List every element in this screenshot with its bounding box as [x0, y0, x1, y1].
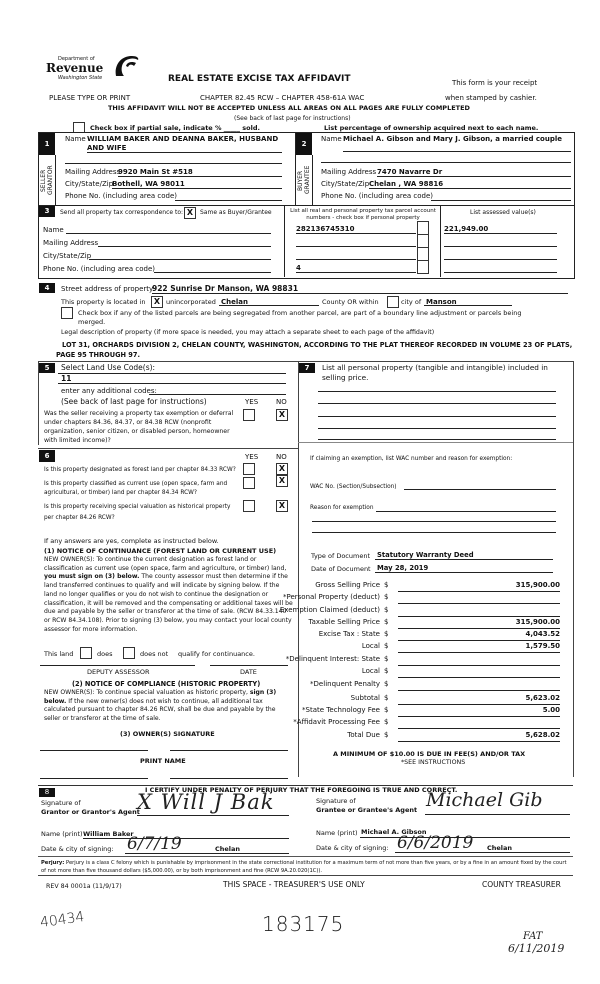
amount-label: Total Due [347, 731, 380, 739]
section6-yes-header: YES [245, 453, 259, 461]
doc-type-label: Type of Document [311, 552, 371, 560]
partial-sale-label: Check box if partial sale, indicate % _____ sold. [90, 124, 260, 132]
assessed-header: List assessed value(s) [470, 209, 536, 216]
currency-symbol: $ [384, 680, 389, 688]
seller-mailing-value[interactable]: 9920 Main St #518 [118, 168, 193, 176]
seller-mailing-underline [118, 176, 282, 177]
amount-row [300, 630, 570, 641]
forest-land-yes-checkbox[interactable] [243, 463, 255, 475]
exemption-no-checkbox[interactable]: X [276, 409, 288, 421]
grantor-sig-label2: Grantor or Grantor's Agent [41, 808, 140, 816]
county-underline [219, 305, 319, 306]
handwritten-initials: FAT [523, 931, 543, 942]
same-as-buyer-label: Same as Buyer/Grantee [200, 209, 272, 216]
does-qualify-checkbox[interactable] [80, 647, 92, 659]
amount-row [279, 606, 570, 617]
buyer-phone-field[interactable] [431, 200, 571, 201]
city-underline [424, 305, 512, 306]
forest-land-no-checkbox[interactable]: X [276, 463, 288, 475]
amount-value[interactable] [398, 606, 560, 617]
notice2-text-a: NEW OWNER(S): To continue special valuation as historic property, [44, 689, 248, 696]
logo-dept-text: Department of [58, 56, 95, 62]
wac-field[interactable] [404, 489, 556, 490]
county-or-label: County OR within [322, 298, 379, 306]
amount-label: *Personal Property (deduct) [282, 593, 380, 601]
see-back-note: (See back of last page for instructions) [234, 115, 351, 122]
currency-symbol: $ [384, 667, 389, 675]
doc-date-underline [375, 572, 553, 573]
amount-label: *Delinquent Penalty [310, 680, 380, 688]
minimum-due-note: A MINIMUM OF $10.00 IS DUE IN FEE(S) AND/OR TAX [333, 750, 526, 758]
section1-number: 1 [39, 133, 55, 155]
additional-codes-field[interactable] [149, 394, 286, 395]
grantee-date-city-underline [395, 852, 570, 853]
section3-number: 3 [39, 206, 55, 217]
personal-property-line[interactable] [318, 403, 556, 404]
seller-city-label: City/State/Zip [65, 180, 114, 188]
receipt-line2: when stamped by cashier. [445, 94, 537, 102]
buyer-mailing-label: Mailing Address [321, 168, 377, 176]
amount-label: Taxable Selling Price [308, 618, 380, 626]
seller-phone-field[interactable] [175, 200, 282, 201]
print-name-label: PRINT NAME [140, 757, 186, 765]
reason-field[interactable] [376, 511, 556, 512]
located-in-label: This property is located in [61, 298, 146, 306]
section2-side-label-grantee: GRANTEE [304, 165, 311, 195]
amount-value[interactable]: 1,579.50 [398, 642, 560, 653]
seller-name-line1[interactable]: WILLIAM BAKER AND DEANNA BAKER, HUSBAND [87, 135, 279, 143]
grantor-signature-line [137, 815, 289, 816]
this-land-label: This land [44, 650, 74, 658]
personal-property-line[interactable] [318, 391, 556, 392]
historic-property-question: Is this property receiving special valuation as historical property per chapter 84.26 RCW? [44, 504, 231, 521]
assessor-date-line[interactable] [210, 665, 288, 666]
grantee-sig-label1: Signature of [316, 797, 356, 805]
amount-value[interactable]: 315,900.00 [398, 618, 560, 629]
grantor-signature[interactable]: X Will J Bak [137, 790, 275, 814]
does-label: does [97, 650, 113, 658]
logo-revenue-text: Revenue [46, 61, 104, 75]
land-use-label-underline [58, 373, 286, 374]
section3-top-border [38, 205, 574, 206]
section5-no-header: NO [276, 398, 287, 406]
parcel-underline [296, 233, 416, 234]
personal-property-checkbox[interactable] [417, 234, 429, 248]
grantee-name-label: Name (print) [316, 829, 358, 837]
segregated-checkbox[interactable] [61, 307, 73, 319]
amount-label: Subtotal [350, 694, 380, 702]
amount-label: Local [361, 642, 380, 650]
amount-row [300, 642, 570, 653]
buyer-name-underline [343, 151, 571, 152]
legal-description-value[interactable]: LOT 31, ORCHARDS DIVISION 2, CHELAN COUNTY, WASHINGTON, ACCORDING TO THE PLAT THEREOF RECORDED IN VOLUME 23 OF PLATS, PAGE 95 THROUGH 97. [56, 341, 573, 359]
buyer-name-underline2 [321, 162, 571, 163]
lower-box-top [38, 361, 573, 362]
print-name-line-1[interactable] [40, 778, 148, 779]
personal-property-checkbox[interactable] [417, 221, 429, 235]
personal-property-title: List all personal property (tangible and intangible) included in selling price. [322, 363, 548, 382]
does-not-label: does not [140, 650, 169, 658]
buyer-phone-label: Phone No. (including area code) [321, 192, 434, 200]
parcel-column-divider [284, 206, 285, 277]
buyer-city-value[interactable]: Chelan , WA 98816 [369, 180, 444, 188]
grantee-signature-line [425, 814, 570, 815]
handwritten-stamp-date: 6/11/2019 [508, 942, 565, 955]
currency-symbol: $ [384, 581, 389, 589]
ownership-note: List percentage of ownership acquired next to each name. [324, 124, 539, 132]
parcel-number[interactable]: 282136745310 [296, 225, 355, 233]
amount-value[interactable] [398, 680, 560, 691]
amount-row [300, 694, 570, 705]
personal-property-line[interactable] [318, 416, 556, 417]
currency-symbol: $ [384, 618, 389, 626]
logo-state-text: Washington State [58, 75, 103, 81]
amount-value[interactable]: 315,900.00 [398, 581, 560, 592]
does-not-qualify-checkbox[interactable] [123, 647, 135, 659]
grantee-date-city-label: Date & city of signing: [316, 844, 389, 852]
buyer-mailing-value[interactable]: 7470 Navarre Dr [377, 168, 443, 176]
amount-row [282, 593, 570, 604]
section4-number: 4 [39, 283, 55, 293]
amount-row [300, 731, 570, 742]
qualify-label: qualify for continuance. [178, 650, 255, 658]
section5-number: 5 [39, 363, 55, 373]
currency-symbol: $ [384, 606, 389, 614]
personal-property-line[interactable] [318, 428, 556, 429]
amount-value[interactable]: 4,043.52 [398, 630, 560, 641]
seller-city-underline [112, 188, 282, 189]
section5-see-back: (See back of last page for instructions) [61, 397, 207, 406]
seller-mailing-label: Mailing Address [65, 168, 121, 176]
legal-description-label: Legal description of property (if more space is needed, you may attach a separate sheet to each page of the affidavit) [61, 329, 435, 336]
parcel-underline [296, 272, 416, 273]
amount-row [300, 667, 570, 678]
notice2-title: (2) NOTICE OF COMPLIANCE (HISTORIC PROPERTY) [72, 680, 261, 688]
parcel-header: List all real and personal property tax parcel account numbers - check box if personal property [290, 208, 436, 221]
amount-value[interactable]: 5.00 [398, 706, 560, 717]
reason-field-line2[interactable] [312, 521, 556, 522]
currency-symbol: $ [384, 694, 389, 702]
form-id: REV 84 0001a (11/9/17) [46, 883, 122, 890]
county-value[interactable]: Chelan [221, 298, 248, 306]
seller-name-underline [87, 152, 282, 153]
currency-symbol: $ [384, 731, 389, 739]
lower-box-left [38, 361, 39, 445]
additional-codes-label: enter any additional codes: [61, 387, 157, 395]
section1-side-label-seller: SELLER [40, 169, 47, 193]
grantee-signature[interactable]: Michael Gib [426, 789, 543, 811]
wac-label: WAC No. (Section/Subsection) [310, 484, 397, 490]
grantor-city-value[interactable]: Chelan [215, 845, 241, 853]
assessor-date-label: DATE [240, 668, 257, 676]
seller-phone-label: Phone No. (including area code) [65, 192, 178, 200]
section3-city-label: City/State/Zip [43, 252, 92, 260]
amount-value[interactable] [398, 667, 560, 678]
section7-divider [298, 442, 573, 443]
street-address-underline [152, 293, 568, 294]
amount-row [285, 655, 570, 666]
assessed-underline [444, 259, 557, 260]
reason-label: Reason for exemption [310, 505, 374, 511]
dor-swirl-logo-icon [112, 54, 140, 78]
forest-land-question: Is this property designated as forest land per chapter 84.33 RCW? [44, 467, 236, 473]
section3-phone-label: Phone No. (including area code) [43, 265, 156, 273]
perjury-certification: I CERTIFY UNDER PENALTY OF PERJURY THAT THE FOREGOING IS TRUE AND CORRECT. [145, 786, 458, 794]
correspondence-mailing-field[interactable] [98, 246, 271, 247]
land-use-label: Select Land Use Code(s): [61, 363, 156, 372]
correspondence-name-field[interactable] [66, 233, 271, 234]
amount-row [300, 706, 570, 717]
amount-label: *Affidavit Processing Fee [293, 718, 380, 726]
historic-property-yes-checkbox[interactable] [243, 500, 255, 512]
seller-city-value[interactable]: Bothell, WA 98011 [112, 180, 185, 188]
city-value[interactable]: Manson [426, 298, 457, 306]
currency-symbol: $ [384, 718, 389, 726]
deputy-assessor-signature-line[interactable] [40, 665, 195, 666]
parcel-number[interactable]: 4 [296, 264, 301, 272]
notice1-text-a: NEW OWNER(S): To continue the current designation as forest land or classification as current use (open space, farm and agriculture, or timber) land, [44, 556, 287, 572]
amount-label: Exemption Claimed (deduct) [279, 606, 380, 614]
grantor-name-value[interactable]: William Baker [83, 830, 134, 838]
owner-signature-line-1[interactable] [40, 750, 148, 751]
notice2-body [44, 689, 294, 723]
buyer-city-underline [369, 188, 571, 189]
notice2-text-b: If the new owner(s) does not wish to continue, all additional tax calculated pursuant to chapter 84.26 RCW, shall be due and payable by the seller or transferor at the time of sale. [44, 697, 276, 722]
street-address-label: Street address of property: [61, 285, 156, 293]
amount-value[interactable]: 5,623.02 [398, 694, 560, 705]
amount-row [300, 581, 570, 592]
buyer-city-label: City/State/Zip [321, 180, 370, 188]
grantee-name-value[interactable]: Michael A. Gibson [361, 828, 427, 836]
currency-symbol: $ [384, 642, 389, 650]
section3-name-label: Name [43, 226, 64, 234]
notice1-text-b: The county assessor must then determine if the land transferred continues to qualify and will indicate by signing below. If the land no longer qualifies or you do not wish to continue the designation or classification, it will be removed and the compensating or additional taxes will be due and payable by the seller or transferor at the time of sale. (RCW 84.33.140 or RCW 84.34.108). Prior to signing (3) below, you may contact your local county assessor for more information. [44, 573, 293, 633]
assessed-underline [444, 246, 557, 247]
city-of-label: city of [401, 298, 422, 306]
grantee-city-value[interactable]: Chelan [487, 844, 513, 852]
grantor-date-city-underline [125, 853, 289, 854]
amount-value[interactable] [398, 718, 560, 729]
perjury-notice-bold: Perjury: [41, 860, 65, 866]
current-use-no-checkbox[interactable]: X [276, 475, 288, 487]
personal-property-checkbox[interactable] [417, 247, 429, 261]
section7-number: 7 [299, 363, 315, 373]
exemption-yes-checkbox[interactable] [243, 409, 255, 421]
section8-number: 8 [39, 788, 55, 797]
if-yes-instruction: If any answers are yes, complete as instructed below. [44, 537, 219, 545]
doc-date-value[interactable]: May 28, 2019 [377, 564, 429, 572]
buyer-mailing-underline [377, 176, 571, 177]
section2-name-label: Name [321, 135, 342, 143]
amount-value[interactable] [398, 655, 560, 666]
notice1-body [44, 556, 294, 634]
grantee-sig-label2: Grantee or Grantee's Agent [316, 806, 418, 814]
assessed-underline [444, 233, 557, 234]
treasurer-use-label: THIS SPACE - TREASURER'S USE ONLY [223, 880, 365, 889]
currency-symbol: $ [384, 706, 389, 714]
grantor-name-underline [83, 838, 289, 839]
amount-label: *State Technology Fee [302, 706, 380, 714]
doc-type-underline [375, 559, 553, 560]
chapter-text: CHAPTER 82.45 RCW – CHAPTER 458-61A WAC [200, 94, 365, 102]
notice1-title: (1) NOTICE OF CONTINUANCE (FOREST LAND OR CURRENT USE) [44, 547, 277, 555]
county-treasurer-label: COUNTY TREASURER [482, 880, 561, 889]
lower-box-right [573, 361, 574, 777]
amount-label: *Delinquent Interest: State [285, 655, 380, 663]
lower-box-divider [298, 361, 299, 777]
handwritten-receipt-number: 183175 [262, 912, 345, 936]
amount-row [300, 618, 570, 629]
exemption-claim-label: If claiming an exemption, list WAC number and reason for exemption: [310, 456, 513, 462]
personal-property-checkbox[interactable] [417, 260, 429, 274]
parcel-underline [296, 246, 416, 247]
dor-logo [46, 56, 146, 84]
deputy-assessor-label: DEPUTY ASSESSOR [87, 668, 150, 676]
assessed-underline [444, 272, 557, 273]
grantor-name-label: Name (print) [41, 830, 83, 838]
seller-name-line2[interactable]: AND WIFE [87, 144, 127, 152]
amount-label: Local [361, 667, 380, 675]
notice1-text-bold: you must sign on (3) below. [44, 573, 140, 581]
section1-side-label-grantor: GRANTOR [47, 165, 54, 195]
amount-label: Gross Selling Price [315, 581, 380, 589]
unincorporated-label: unincorporated [166, 298, 216, 306]
doc-type-value[interactable]: Statutory Warranty Deed [377, 551, 474, 559]
amount-value[interactable]: 5,628.02 [398, 731, 560, 742]
amount-row [300, 680, 570, 691]
assessed-column-divider [440, 206, 441, 277]
please-type: PLEASE TYPE OR PRINT [49, 94, 131, 102]
section6-no-header: NO [276, 453, 287, 461]
grantor-date-value[interactable]: 6/7/19 [127, 834, 182, 854]
section6-number: 6 [39, 450, 55, 462]
handwritten-recording-number: 40434 [39, 908, 86, 932]
footer-top-border [38, 875, 573, 876]
send-correspondence-label: Send all property tax correspondence to: [60, 209, 184, 216]
street-address-value[interactable]: 922 Sunrise Dr Manson, WA 98831 [152, 284, 299, 293]
section3-mailing-label: Mailing Address [43, 239, 99, 247]
reason-field-line3[interactable] [312, 532, 556, 533]
perjury-notice [41, 859, 571, 875]
buyer-name-value[interactable]: Michael A. Gibson and Mary J. Gibson, a married couple [343, 135, 562, 143]
doc-date-label: Date of Document [311, 565, 371, 573]
currency-symbol: $ [384, 630, 389, 638]
same-as-buyer-checkbox[interactable]: X [184, 207, 196, 219]
current-use-yes-checkbox[interactable] [243, 477, 255, 489]
owner-signature-line-2[interactable] [170, 750, 288, 751]
personal-property-line[interactable] [318, 439, 556, 440]
unincorporated-checkbox[interactable]: X [151, 296, 163, 308]
completion-warning: THIS AFFIDAVIT WILL NOT BE ACCEPTED UNLESS ALL AREAS ON ALL PAGES ARE FULLY COMPLETED [108, 104, 470, 112]
form-title: REAL ESTATE EXCISE TAX AFFIDAVIT [168, 74, 351, 84]
city-within-checkbox[interactable] [387, 296, 399, 308]
correspondence-phone-field[interactable] [154, 272, 271, 273]
print-name-line-2[interactable] [170, 778, 288, 779]
section8-perjury-border [38, 856, 573, 857]
assessed-value[interactable]: 221,949.00 [444, 225, 489, 233]
see-instructions-note: *SEE INSTRUCTIONS [401, 759, 466, 766]
section6-top-border [38, 448, 298, 449]
section2-number: 2 [296, 133, 312, 155]
amount-label: Excise Tax : State [318, 630, 380, 638]
parcel-underline [296, 259, 416, 260]
currency-symbol: $ [384, 655, 389, 663]
exemption-question: Was the seller receiving a property tax exemption or deferral under chapters 84.36, 84.37, or 84.38 RCW (nonprofit organization, senior citizen, or disabled person, homeowner with limited income)? [44, 410, 234, 444]
notice2-text-bold: sign (3) below. [44, 689, 277, 705]
grantor-sig-label1: Signature of [41, 799, 81, 807]
historic-property-no-checkbox[interactable]: X [276, 500, 288, 512]
land-use-code-underline [58, 383, 286, 384]
correspondence-city-field[interactable] [89, 259, 271, 260]
amount-row [293, 718, 570, 729]
section1-name-label: Name [65, 135, 86, 143]
grantee-date-value[interactable]: 6/6/2019 [397, 833, 474, 853]
seller-name-underline2 [65, 163, 282, 164]
land-use-code[interactable]: 11 [61, 374, 72, 383]
receipt-line1: This form is your receipt [452, 79, 538, 87]
perjury-notice-text: Perjury is a class C felony which is punishable by imprisonment in the state correctional institution for a maximum term of not more than five years, or by a fine in an amount fixed by the court of not more than five thousand dollars ($5,000.00), or by both imprisonment and fine (RCW 9A.20.020(1C)). [41, 860, 567, 874]
owner-signature-label: (3) OWNER(S) SIGNATURE [120, 730, 215, 738]
current-use-question: Is this property classified as current use (open space, farm and agricultural, or timber) land per chapter 84.34 RCW? [44, 481, 228, 496]
grantor-date-city-label: Date & city of signing: [41, 845, 114, 853]
segregated-label: Check box if any of the listed parcels are being segregated from another parcel, are part of a boundary line adjustment or parcels being merged. [78, 309, 522, 326]
section5-yes-header: YES [245, 398, 259, 406]
currency-symbol: $ [384, 593, 389, 601]
amount-value[interactable] [398, 593, 560, 604]
section2-side-label-buyer: BUYER [297, 170, 304, 192]
